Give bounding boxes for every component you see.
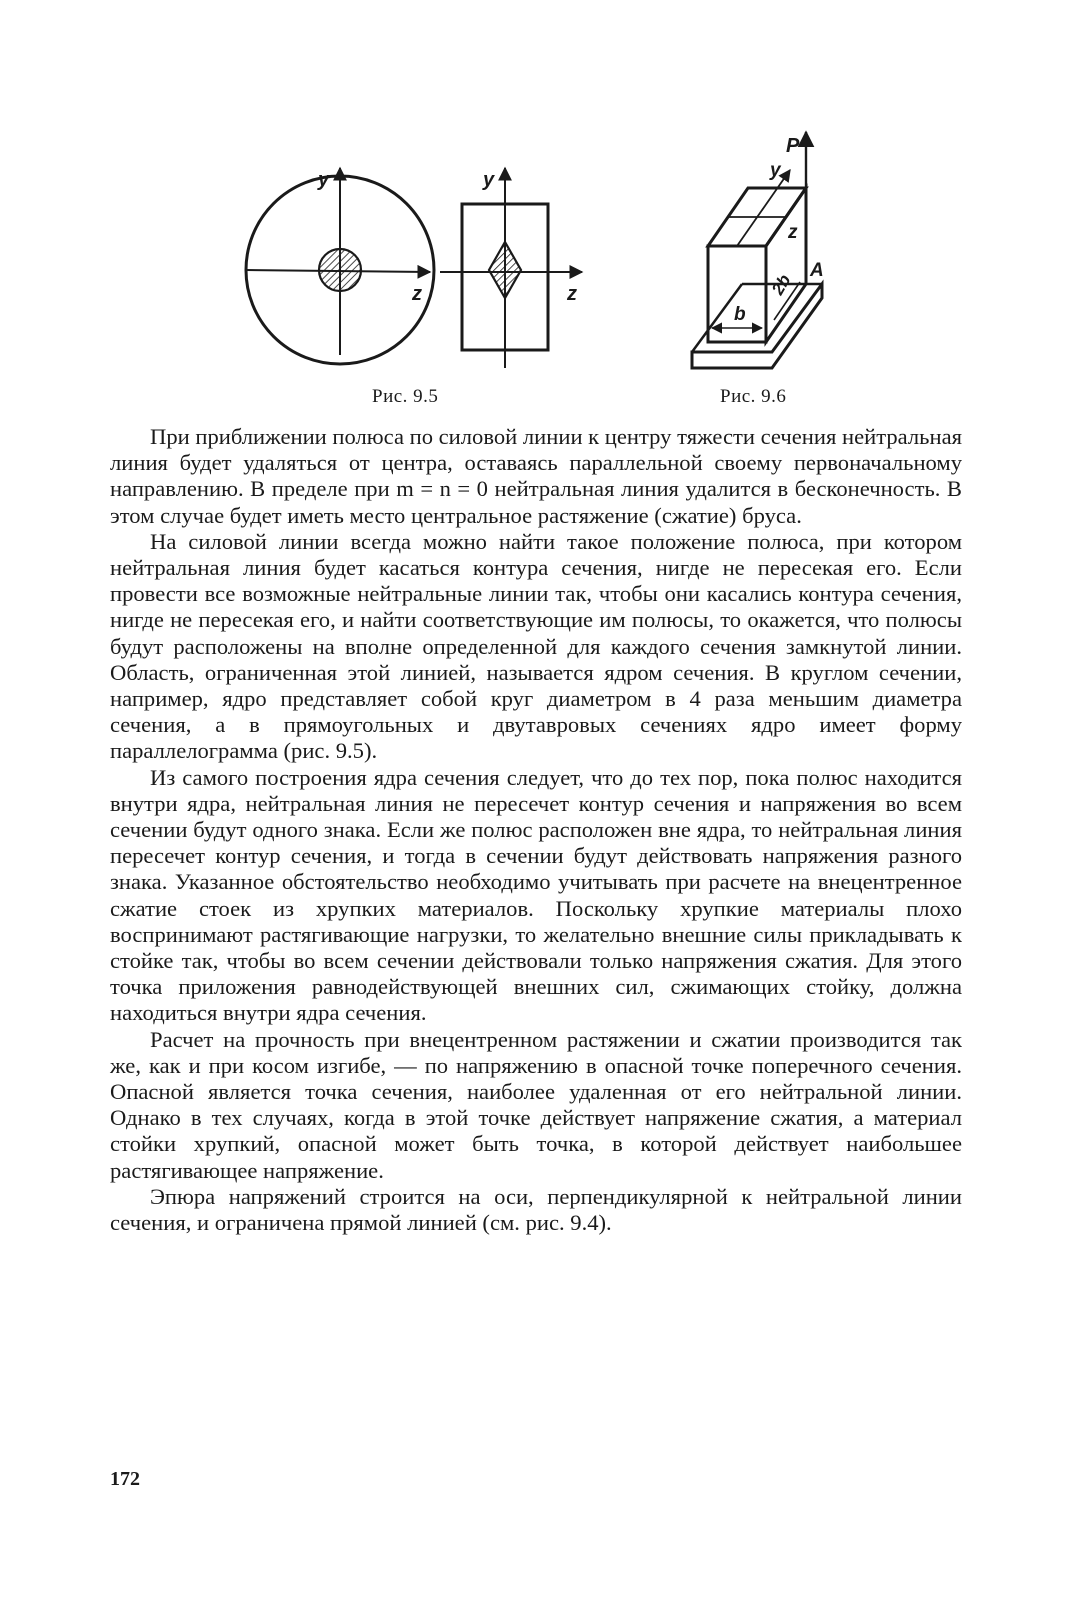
fig95-right-axis-z: z — [567, 283, 577, 305]
body-text — [110, 424, 962, 1236]
fig95-left-axis-z: z — [412, 283, 422, 305]
paragraph-5: Эпюра напряжений строится на оси, перпендикулярной к нейтральной линии сечения, и ограничена прямой линией (см. рис. 9.4). — [110, 1183, 962, 1236]
fig95-caption: Рис. 9.5 — [372, 386, 439, 407]
figures-area — [0, 0, 1072, 420]
fig96-caption: Рис. 9.6 — [720, 386, 787, 407]
fig96-label-z: z — [788, 222, 798, 243]
page-number: 172 — [110, 1468, 140, 1490]
paragraph-2: На силовой линии всегда можно найти такое положение полюса, при котором нейтральная линия будет касаться контура сечения, нигде не пересекая его. Если провести все возможные нейтральные линии так, чтобы они касались контура сечения, нигде не пересекая его, и найти соответствующие им полюсы, то окажется, что полюсы будут расположены на вполне определенной для каждого сечения замкнутой линии. Область, ограниченная этой линией, называется ядром сечения. В круглом сечении, например, ядро представляет собой круг диаметром в 4 раза меньшим диаметра сечения, а в прямоугольных и двутавровых сечениях ядро имеет форму параллелограмма (рис. 9.5). — [110, 528, 962, 764]
paragraph-1: При приближении полюса по силовой линии к центру тяжести сечения нейтральная линия будет удаляться от центра, оставаясь параллельной своему первоначальному направлению. В пределе при m = n = 0 нейтральная линия удалится в бесконечность. В этом случае будет иметь место центральное растяжение (сжатие) бруса. — [110, 424, 962, 528]
fig96-label-P: P — [786, 135, 800, 157]
fig96-label-y: y — [770, 160, 781, 181]
fig95-circle-section — [246, 168, 434, 364]
fig96-label-b: b — [734, 304, 746, 325]
fig96-label-2b: 2b — [768, 271, 795, 298]
fig95-right-axis-y: y — [483, 169, 495, 191]
fig95-rect-section — [440, 168, 582, 368]
fig95-left-axis-y: y — [318, 169, 330, 191]
fig96-label-A: A — [810, 260, 824, 281]
paragraph-3: Из самого построения ядра сечения следует, что до тех пор, пока полюс находится внутри ядра, нейтральная линия не пересечет контур сечения и напряжения во всем сечении будут одного знака. Если же полюс расположен вне ядра, то нейтральная линия пересечет контур сечения, и тогда в сечении будут действовать напряжения разного знака. Указанное обстоятельство необходимо учитывать при расчете на внецентренное сжатие стоек из хрупких материалов. Поскольку хрупкие материалы плохо воспринимают растягивающие нагрузки, то желательно внешние силы прикладывать к стойке так, чтобы во всем сечении действовали только напряжения сжатия. Для этого точка приложения равнодействующей внешних сил, сжимающих стойку, должна находиться внутри ядра сечения. — [110, 764, 962, 1026]
paragraph-4: Расчет на прочность при внецентренном растяжении и сжатии производится так же, как и при косом изгибе, — по напряжению в опасной точке поперечного сечения. Опасной является точка сечения, наиболее удаленная от его нейтральной линии. Однако в тех случаях, когда в этой точке действует напряжение сжатия, а материал стойки хрупкий, опасной может быть точка, в которой действует наибольшее растягивающее напряжение. — [110, 1026, 962, 1183]
fig96-column-drawing — [692, 132, 824, 368]
figures-drawing — [0, 0, 1072, 420]
